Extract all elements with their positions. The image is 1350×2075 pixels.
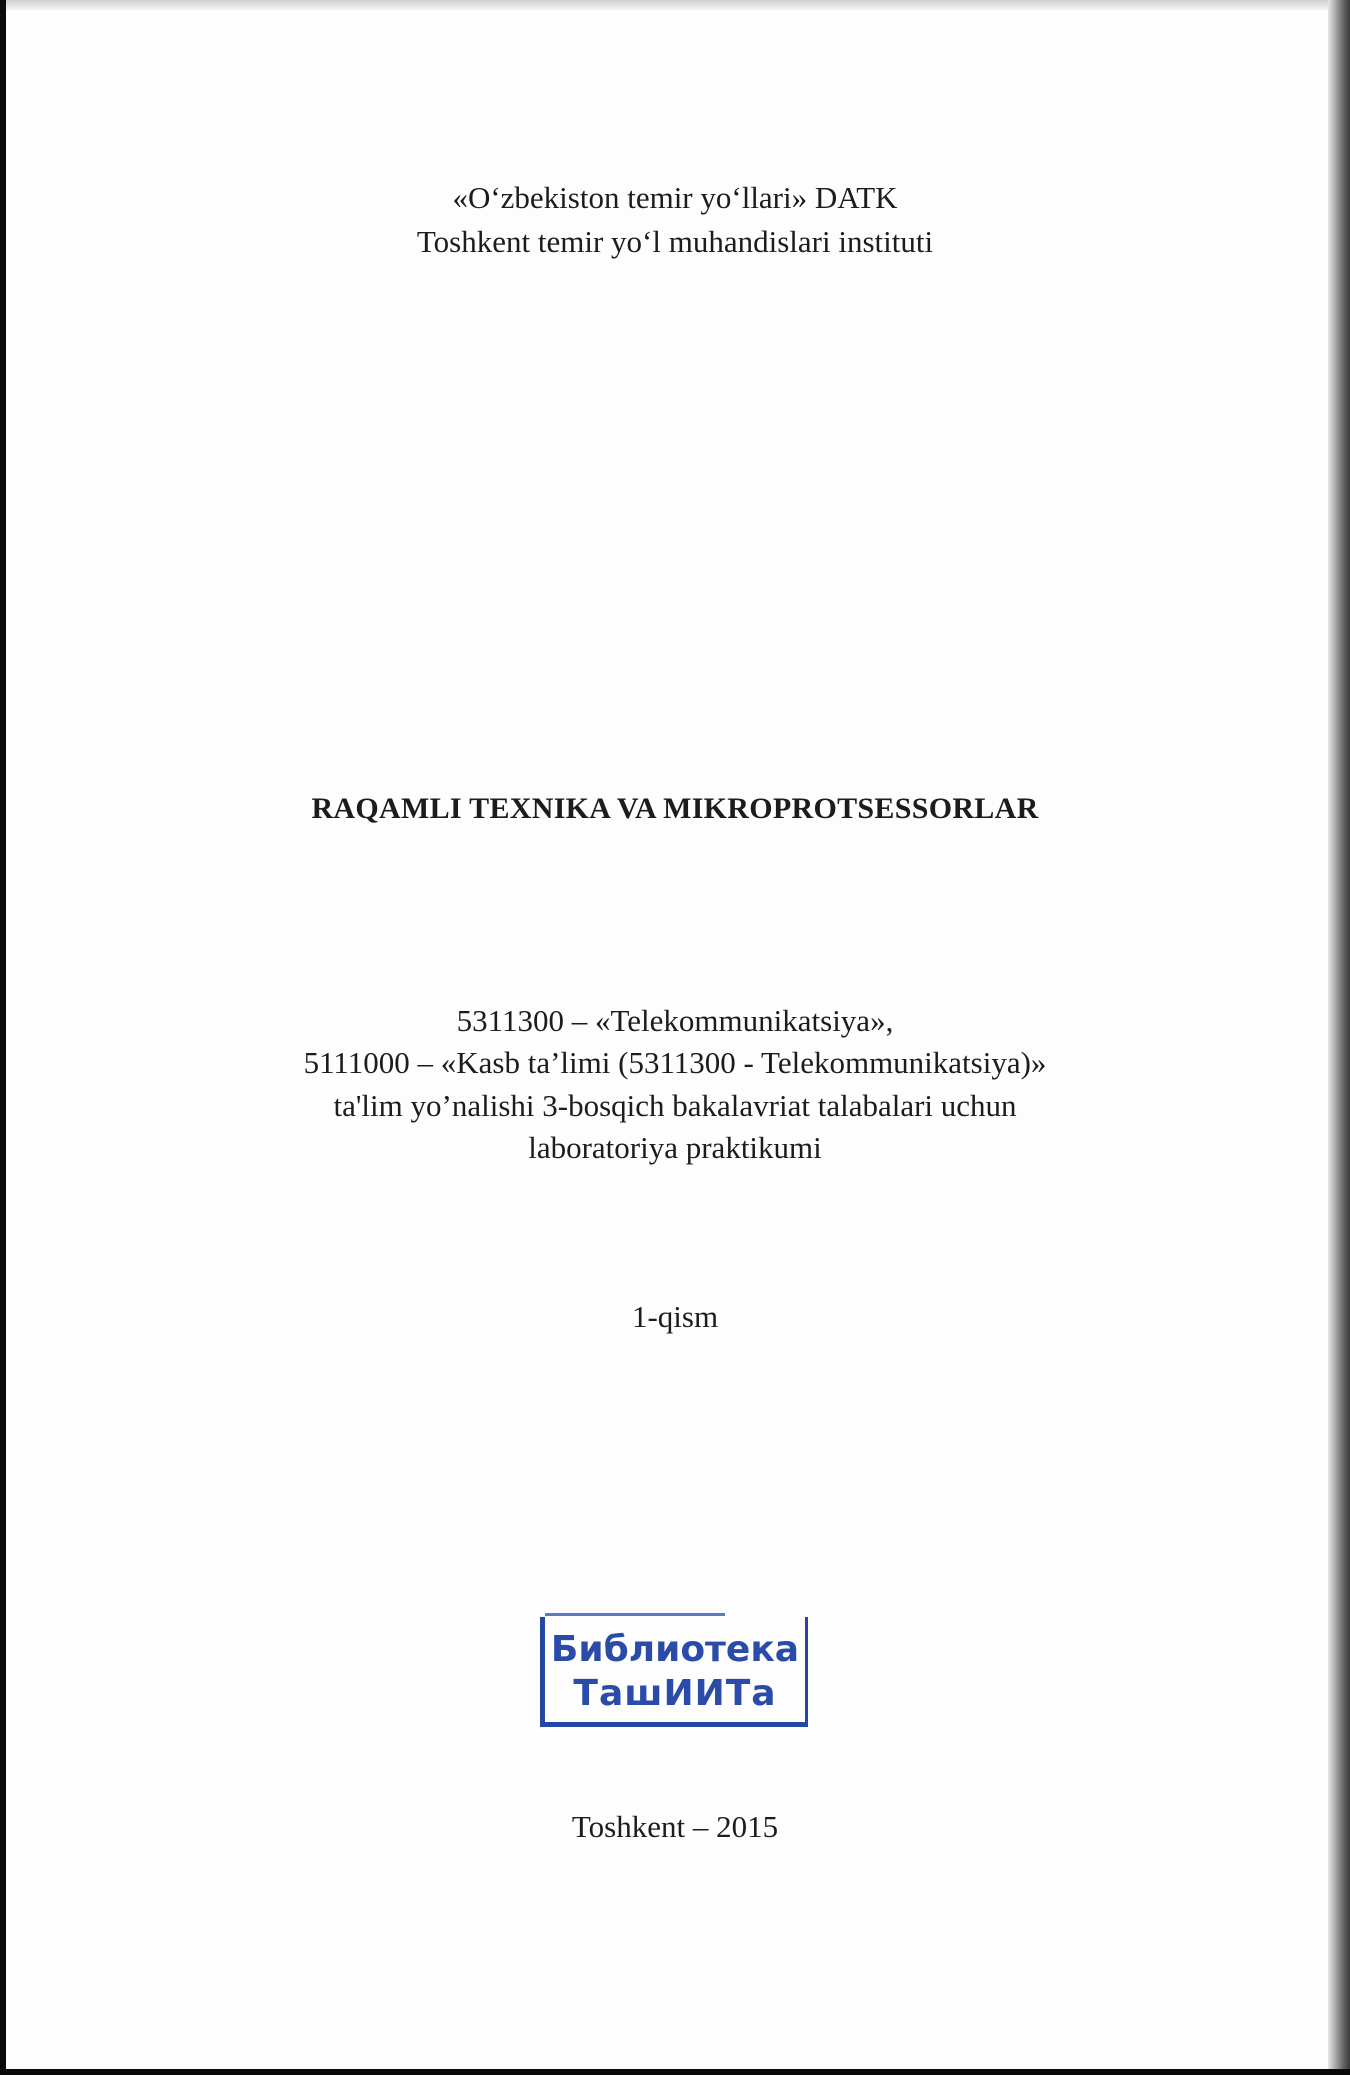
description-line-1: 5311300 – «Telekommunikatsiya», [456,1003,894,1038]
institute-name: Toshkent temir yo‘l muhandislari instituti [416,224,934,259]
stamp-top-edge [545,1613,725,1616]
scan-top-edge [0,0,1350,10]
stamp-line-1: Библиотека [550,1629,800,1670]
description-line-2: 5111000 – «Kasb ta’limi (5311300 - Telekommunikatsiya)» [303,1045,1047,1080]
organization-name: «O‘zbekiston temir yo‘llari» DATK [452,180,898,215]
place-year: Toshkent – 2015 [571,1809,779,1844]
part-label: 1-qism [631,1299,719,1334]
description-line-4: laboratoriya praktikumi [528,1130,822,1165]
scan-bottom-edge [0,2069,1350,2075]
stamp-line-2: ТашИИТа [573,1673,777,1714]
library-stamp [540,1617,808,1727]
document-title: RAQAMLI TEXNIKA VA MIKROPROTSESSORLAR [311,792,1039,825]
description-line-3: ta'lim yo’nalishi 3-bosqich bakalavriat talabalari uchun [333,1088,1017,1123]
